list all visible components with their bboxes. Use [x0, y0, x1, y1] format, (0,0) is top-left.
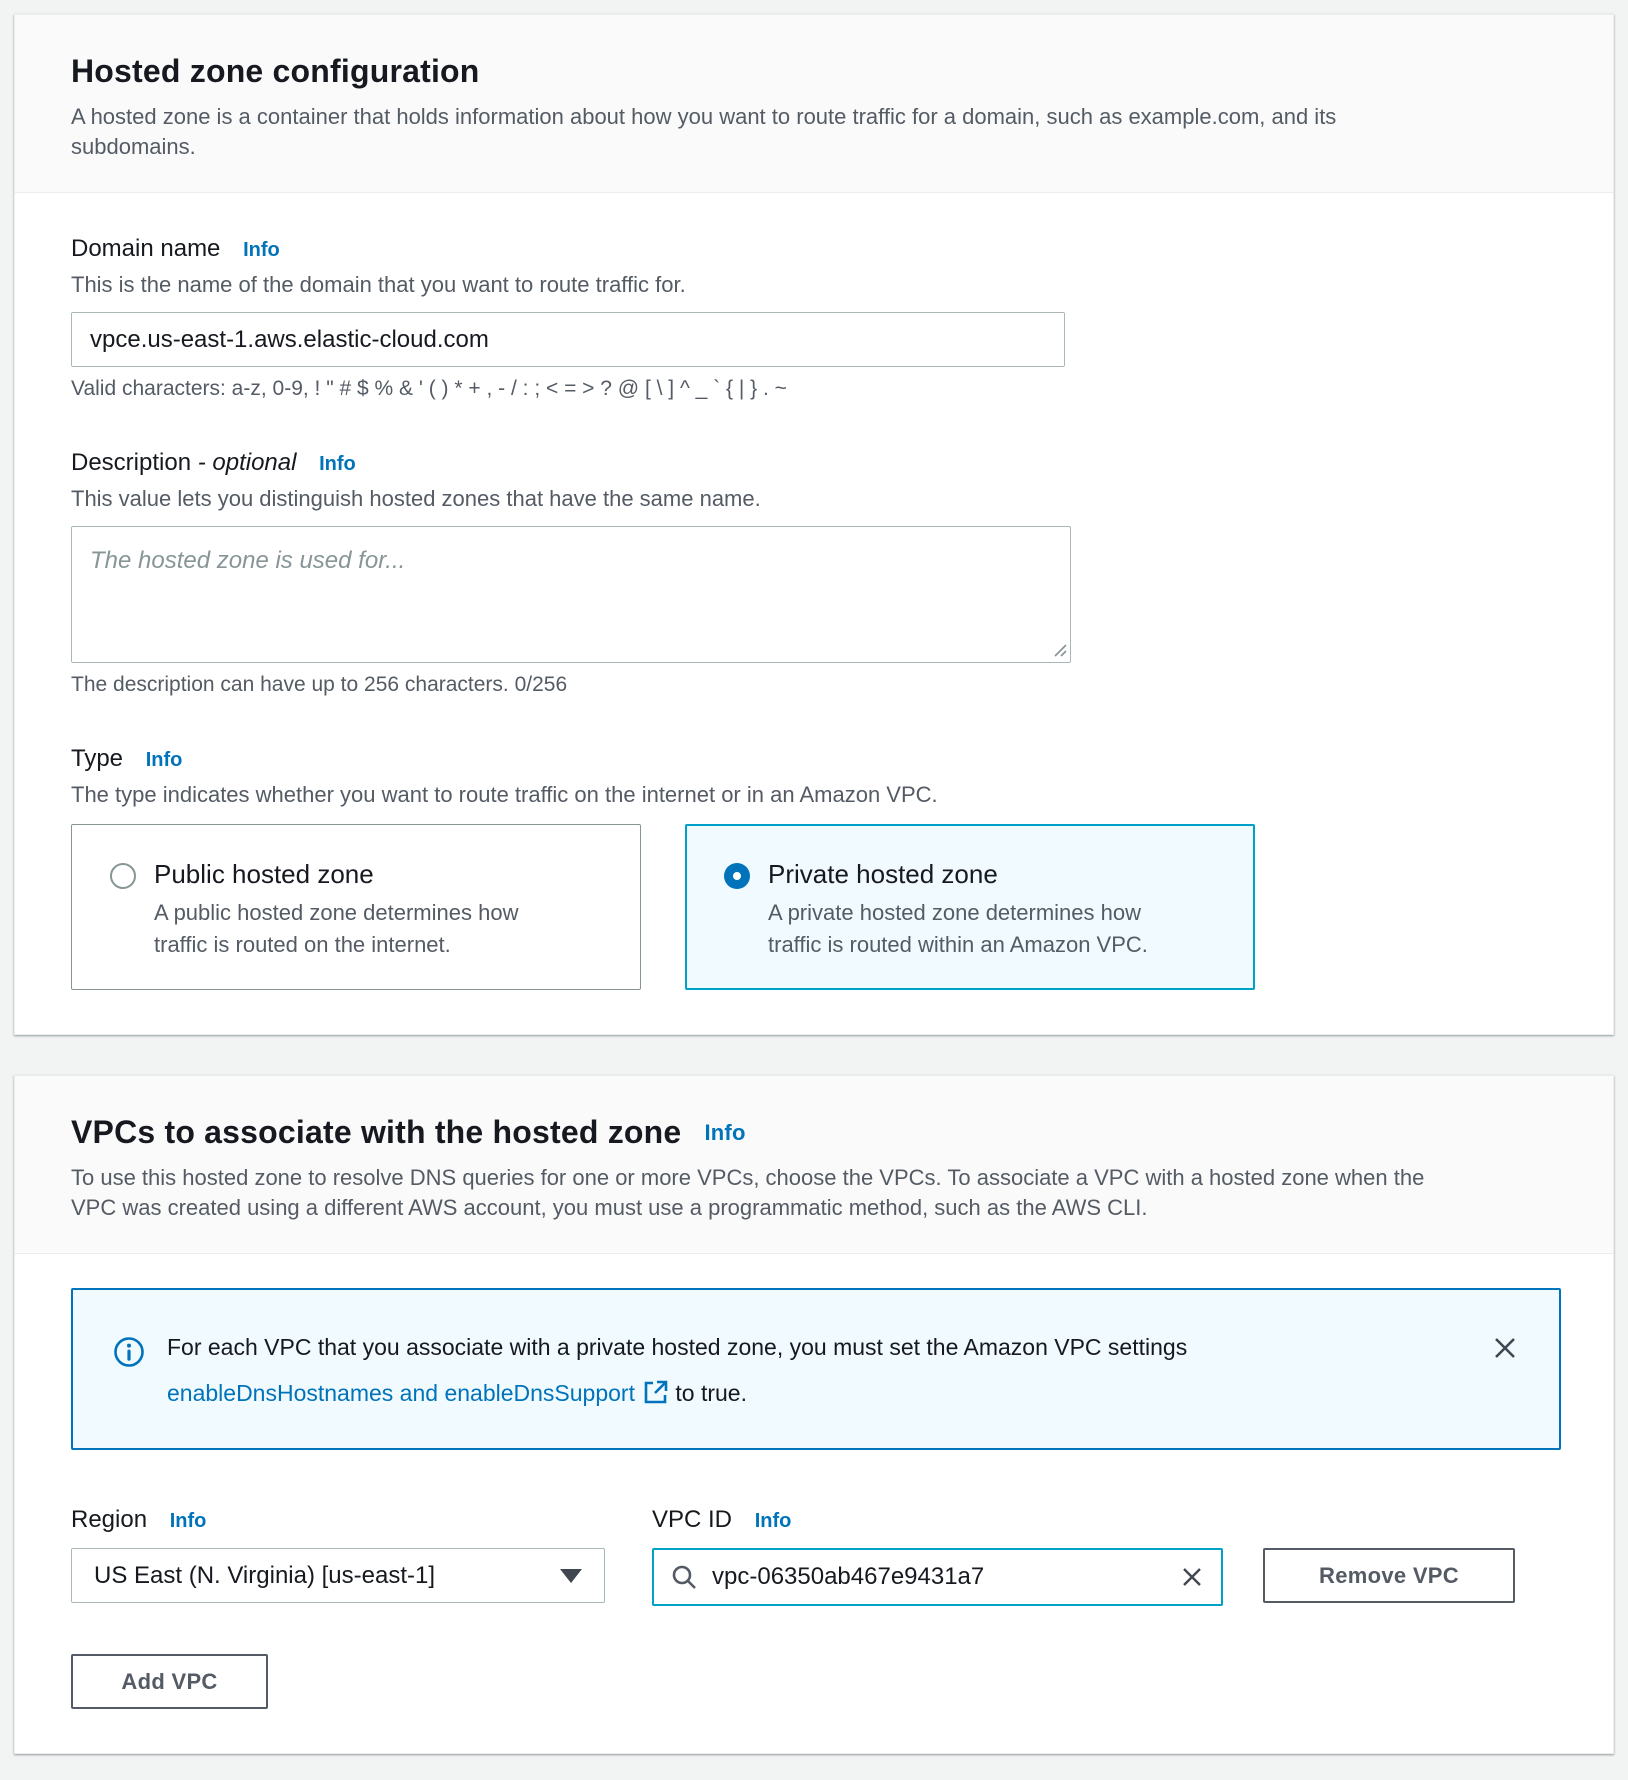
alert-text-line1: For each VPC that you associate with a private hosted zone, you must set the Amazon VPC settings — [167, 1334, 1188, 1360]
domain-name-constraint: Valid characters: a-z, 0-9, ! " # $ % & ' ( ) * + , - / : ; < = > ? @ [ \ ] ^ _ ` { | } . ~ — [71, 377, 787, 400]
public-hosted-zone-option[interactable] — [71, 824, 641, 990]
domain-name-input[interactable] — [71, 312, 1065, 367]
region-info-link[interactable]: Info — [169, 1510, 207, 1532]
external-link-icon[interactable] — [643, 1379, 669, 1405]
page-title: Hosted zone configuration — [71, 53, 480, 89]
region-label: Region Info — [71, 1506, 207, 1533]
domain-name-description: This is the name of the domain that you want to route traffic for. — [71, 272, 686, 297]
type-label: Type Info — [71, 745, 183, 772]
remove-vpc-button[interactable]: Remove VPC — [1263, 1548, 1515, 1603]
vpc-id-label: VPC ID Info — [652, 1506, 792, 1533]
description-label: Description - optional Info — [71, 449, 356, 476]
info-circle-icon — [113, 1336, 145, 1368]
description-info-link[interactable]: Info — [319, 453, 356, 475]
private-hosted-zone-label: Private hosted zone — [768, 859, 998, 889]
vpc-settings-info-alert — [71, 1288, 1561, 1450]
hosted-zone-configuration-card — [14, 14, 1614, 1035]
add-vpc-button[interactable]: Add VPC — [71, 1654, 268, 1709]
card-description: A hosted zone is a container that holds information about how you want to route traffic for a domain, such as example.com, and its subdomains. — [71, 104, 1337, 159]
vpc-id-search-box — [652, 1548, 1223, 1606]
description-textarea[interactable] — [71, 526, 1071, 663]
public-hosted-zone-label: Public hosted zone — [154, 859, 374, 889]
private-hosted-zone-description: A private hosted zone determines how traffic is routed within an Amazon VPC. — [768, 900, 1148, 957]
public-hosted-zone-description: A public hosted zone determines how traffic is routed on the internet. — [154, 900, 519, 957]
vpc-card-info-link[interactable]: Info — [704, 1120, 746, 1145]
optional-indicator: - optional — [197, 449, 297, 476]
vpc-id-input[interactable] — [710, 1562, 1179, 1592]
type-field — [71, 743, 1557, 990]
region-field — [71, 1506, 605, 1603]
alert-text-suffix: to true. — [675, 1380, 747, 1406]
card-header — [15, 1076, 1613, 1254]
chevron-down-icon — [560, 1569, 582, 1583]
enable-dns-link[interactable]: enableDnsHostnames and enableDnsSupport — [167, 1380, 635, 1406]
vpcs-to-associate-card — [14, 1075, 1614, 1754]
vpc-card-title: VPCs to associate with the hosted zone Info — [71, 1114, 746, 1150]
radio-unselected-icon[interactable] — [110, 863, 136, 889]
page-bottom-spacer — [0, 1754, 1628, 1774]
private-hosted-zone-option[interactable] — [685, 824, 1255, 990]
domain-name-info-link[interactable]: Info — [243, 239, 280, 261]
domain-name-label: Domain name Info — [71, 235, 280, 262]
domain-name-field — [71, 233, 1557, 401]
card-header — [15, 15, 1613, 193]
description-constraint: The description can have up to 256 characters. 0/256 — [71, 673, 568, 696]
vpc-card-description: To use this hosted zone to resolve DNS queries for one or more VPCs, choose the VPCs. To associate a VPC with a hosted zone when the VPC was created using a different AWS account, you must use a programmatic method, such as the AWS CLI. — [71, 1165, 1425, 1220]
radio-selected-icon[interactable] — [724, 863, 750, 889]
type-info-link[interactable]: Info — [145, 749, 183, 771]
close-icon[interactable] — [1491, 1334, 1519, 1362]
region-select[interactable] — [71, 1548, 605, 1603]
description-description: This value lets you distinguish hosted zones that have the same name. — [71, 486, 761, 511]
vpc-id-field — [652, 1506, 1223, 1606]
search-icon — [670, 1563, 698, 1591]
description-field — [71, 447, 1557, 697]
type-description: The type indicates whether you want to route traffic on the internet or in an Amazon VPC. — [71, 782, 938, 807]
clear-input-icon[interactable] — [1179, 1564, 1205, 1590]
vpc-id-info-link[interactable]: Info — [754, 1510, 792, 1532]
region-selected-value: US East (N. Virginia) [us-east-1] — [94, 1561, 436, 1589]
